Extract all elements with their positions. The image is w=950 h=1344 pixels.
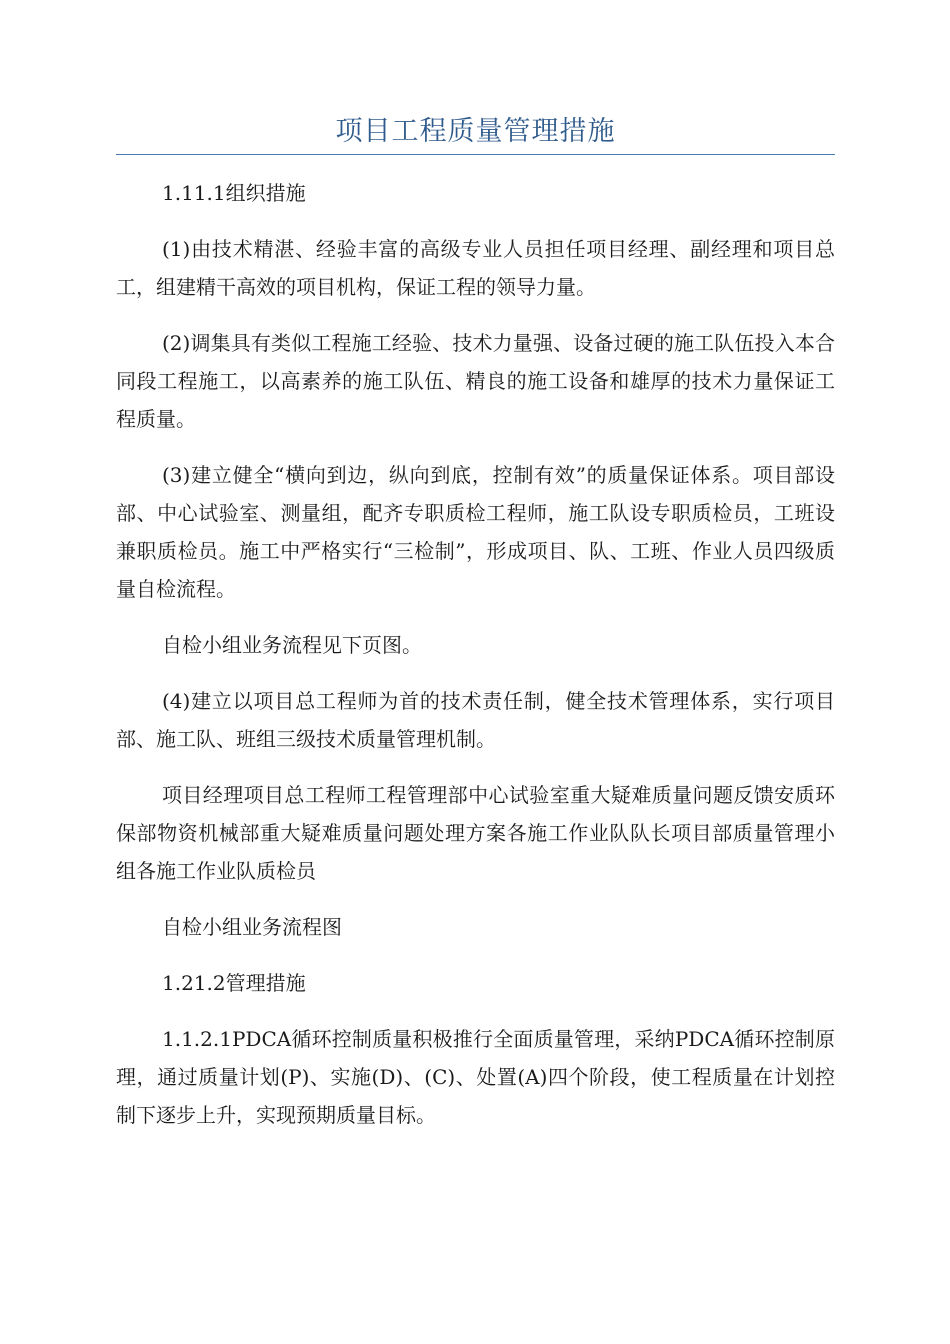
paragraph-flow-note: 自检小组业务流程见下页图。 (162, 633, 422, 657)
document-title: 项目工程质量管理措施 (335, 116, 616, 147)
paragraph-flowchart-text: 项目经理项目总工程师工程管理部中心试验室重大疑难质量问题反馈安质环保部物资机械部重大疑难质量问题处理方案各施工作业队队长项目部质量管理小组各施工作业队质检员 (116, 783, 835, 883)
flowchart-caption: 自检小组业务流程图 (162, 915, 342, 939)
section-heading-organization: 1.11.1组织措施 (162, 181, 306, 205)
title-underline (116, 154, 835, 155)
section-heading-management: 1.21.2管理措施 (162, 971, 306, 995)
paragraph-item-4: (4)建立以项目总工程师为首的技术责任制，健全技术管理体系，实行项目部、施工队、班组三级技术质量管理机制。 (116, 689, 835, 751)
document-body (116, 174, 835, 1152)
paragraph-item-1: (1)由技术精湛、经验丰富的高级专业人员担任项目经理、副经理和项目总工，组建精干高效的项目机构，保证工程的领导力量。 (116, 237, 835, 299)
paragraph-item-2: (2)调集具有类似工程施工经验、技术力量强、设备过硬的施工队伍投入本合同段工程施工，以高素养的施工队伍、精良的施工设备和雄厚的技术力量保证工程质量。 (116, 331, 835, 431)
paragraph-pdca: 1.1.2.1PDCA循环控制质量积极推行全面质量管理，采纳PDCA循环控制原理，通过质量计划(P)、实施(D)、(C)、处置(A)四个阶段，使工程质量在计划控制下逐步上升，实现预期质量目标。 (116, 1027, 835, 1127)
paragraph-item-3: (3)建立健全“横向到边，纵向到底，控制有效”的质量保证体系。项目部设部、中心试验室、测量组，配齐专职质检工程师，施工队设专职质检员，工班设兼职质检员。施工中严格实行“三检制”，形成项目、队、工班、作业人员四级质量自检流程。 (116, 463, 835, 601)
